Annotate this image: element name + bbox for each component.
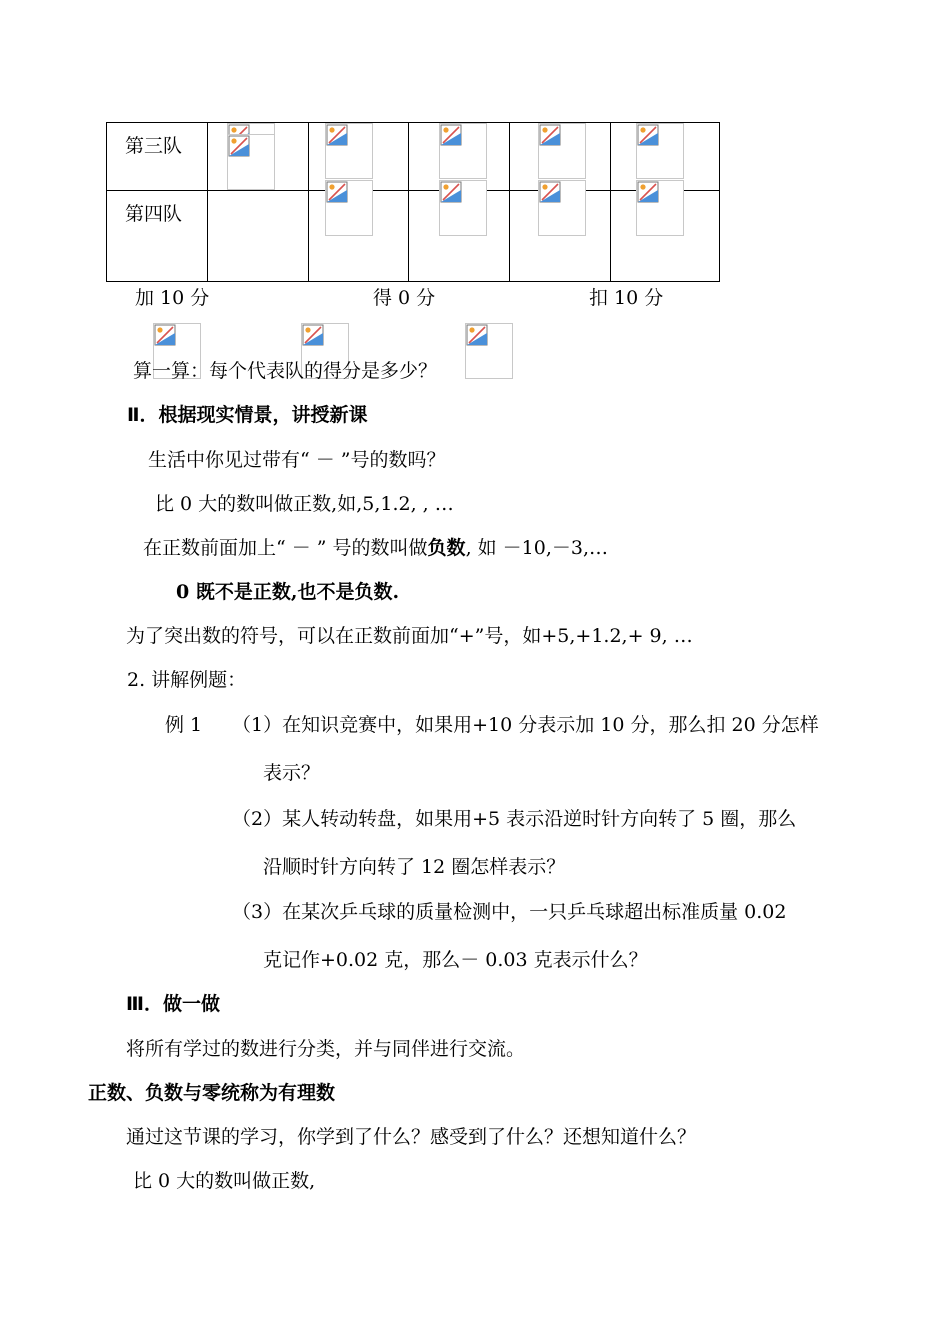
reflection-question: 通过这节课的学习，你学到了什么？感受到了什么？还想知道什么？	[126, 1126, 697, 1148]
section-2-line-3: 在正数前面加上“ － ” 号的数叫做负数, 如 －10,－3,…	[143, 537, 609, 559]
example-q1-line-1: （1）在知识竞赛中，如果用+10 分表示加 10 分，那么扣 20 分怎样	[232, 714, 819, 736]
section-3-line-1: 将所有学过的数进行分类，并与同伴进行交流。	[126, 1038, 526, 1060]
broken-image-icon	[325, 180, 373, 236]
rational-number-summary: 正数、负数与零统称为有理数	[88, 1082, 336, 1104]
section-2-line-1: 生活中你见过带有“ － ”号的数吗？	[148, 449, 446, 471]
example-q2-line-2: 沿顺时针方向转了 12 圈怎样表示？	[263, 856, 566, 878]
score-label-add: 加 10 分	[135, 287, 210, 309]
team-cell	[107, 123, 208, 191]
broken-image-icon	[227, 134, 275, 190]
zero-statement: 0 既不是正数,也不是负数.	[176, 581, 400, 603]
broken-image-icon	[636, 123, 684, 179]
section-2-line-5: 为了突出数的符号，可以在正数前面加“+”号，如+5,+1.2,+ 9, …	[126, 625, 693, 647]
examples-heading: 2. 讲解例题：	[127, 669, 247, 691]
broken-image-icon	[636, 180, 684, 236]
section-2-heading: Ⅱ．根据现实情景，讲授新课	[127, 404, 368, 426]
broken-image-icon	[538, 123, 586, 179]
example-q3-line-1: （3）在某次乒乓球的质量检测中，一只乒乓球超出标准质量 0.02	[232, 901, 787, 923]
negative-number-term: 负数	[427, 537, 466, 559]
team-name: 第四队	[125, 203, 183, 225]
score-table	[106, 122, 720, 282]
section-2-line-2: 比 0 大的数叫做正数,如,5,1.2, , …	[155, 493, 454, 515]
table-row	[107, 191, 720, 282]
table-row	[107, 123, 720, 191]
example-1-label: 例 1	[165, 714, 203, 736]
calc-question: 算一算：每个代表队的得分是多少？	[133, 360, 438, 382]
positive-number-note: 比 0 大的数叫做正数,	[133, 1170, 316, 1192]
broken-image-icon	[538, 180, 586, 236]
example-q1-line-2: 表示？	[263, 762, 321, 784]
example-q2-line-1: （2）某人转动转盘，如果用+5 表示沿逆时针方向转了 5 圈，那么	[232, 808, 797, 830]
score-label-deduct: 扣 10 分	[589, 287, 664, 309]
team-cell	[107, 191, 208, 282]
broken-image-icon	[465, 323, 513, 379]
score-label-zero: 得 0 分	[373, 287, 436, 309]
broken-image-icon	[439, 123, 487, 179]
broken-image-icon	[325, 123, 373, 179]
section-3-heading: Ⅲ．做一做	[126, 993, 220, 1015]
example-q3-line-2: 克记作+0.02 克，那么－ 0.03 克表示什么？	[263, 949, 648, 971]
broken-image-icon	[439, 180, 487, 236]
team-name: 第三队	[125, 135, 183, 157]
